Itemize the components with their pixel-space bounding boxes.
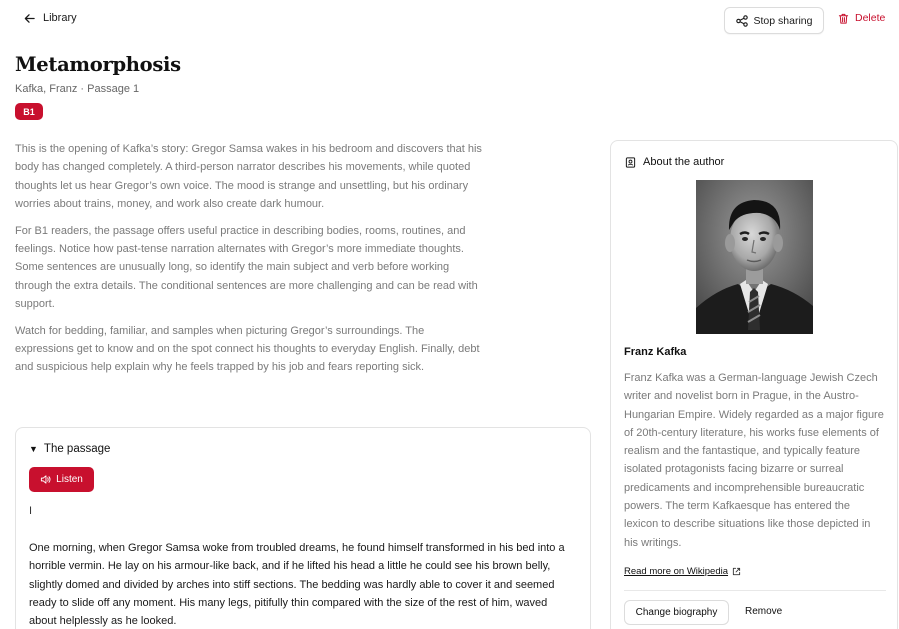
author-card — [610, 140, 898, 629]
top-bar — [0, 0, 899, 40]
delete-button[interactable] — [838, 12, 885, 24]
triangle-down-icon: ▼ — [29, 444, 38, 454]
section-number: I — [29, 505, 33, 517]
stop-sharing-button[interactable] — [724, 7, 824, 34]
passage-introduction — [15, 140, 485, 385]
listen-label: Listen — [56, 474, 83, 485]
delete-label: Delete — [855, 12, 886, 24]
stop-sharing-label: Stop sharing — [753, 14, 813, 27]
author-name: Franz Kafka — [624, 346, 687, 358]
divider — [624, 590, 886, 591]
listen-button[interactable] — [29, 467, 94, 492]
intro-paragraph: Watch for bedding, familiar, and samples when picturing Gregor’s surroundings. The expressions get to know and on the spot connect his thoughts to everyday English. Finally, debt and suspicious help explain why he feels trapped by his job and fears reporting sick. — [15, 324, 480, 374]
wikipedia-link[interactable] — [624, 566, 741, 577]
change-biography-button[interactable]: Change biography — [624, 600, 729, 625]
arrow-left-icon — [24, 13, 35, 24]
page-title: Metamorphosis — [15, 53, 181, 76]
share-icon — [736, 15, 748, 27]
passage-text: One morning, when Gregor Samsa woke from troubled dreams, he found himself transformed in his bed into a horrible vermin. He lay on his armour-like back, and if he lifted his head a little he could see his brown belly, slightly domed and divided by arches into stiff sections. The bedding was hardly able to cover it and seemed ready to slide off any moment. His many legs, pitifully thin compared with the size of the rest of him, waved about helplessly as he looked. — [29, 542, 565, 628]
passage-card — [15, 427, 591, 629]
intro-paragraph: For B1 readers, the passage offers useful practice in describing bodies, rooms, routines, and feelings. Notice how past-tense narration alternates with Gregor’s more immediate thoughts. Some sentences are unusually long, so identify the main subject and verb before working through the extra details. The conditional sentences are more challenging and can be read with support. — [15, 224, 478, 310]
author-section-label: About the author — [643, 156, 725, 168]
level-badge: B1 — [15, 103, 43, 120]
passage-toggle-label: The passage — [43, 443, 111, 455]
trash-icon — [838, 13, 849, 24]
speaker-icon — [40, 474, 51, 485]
contact-card-icon — [625, 157, 636, 168]
book-subtitle: Kafka, Franz · Passage 1 — [15, 83, 140, 95]
passage-toggle[interactable] — [29, 443, 110, 455]
author-portrait — [696, 180, 813, 334]
intro-paragraph: This is the opening of Kafka’s story: Gregor Samsa wakes in his bedroom and discovers that his body has changed completely. A third-person narrator describes his movements, while quoted thoughts let us hear Gregor’s own voice. The mood is strange and unsettling, but his ordinary worries about trains, money, and work also create dark humour. — [15, 143, 482, 210]
author-biography: Franz Kafka was a German-language Jewish Czech writer and novelist born in Prague, in the Austro-Hungarian Empire. Widely regarded as a major figure of 20th-century literature, his works fuse elements of realism and the fantastique, and typically feature isolated protagonists facing bizarre or surreal predicaments and incomprehensible bureaucratic powers. The term Kafkaesque has entered the lexicon to describe situations like those depicted in his writings. — [624, 372, 884, 549]
external-link-icon — [732, 567, 741, 576]
remove-author-button[interactable]: Remove — [745, 606, 783, 617]
author-section-header — [625, 156, 724, 168]
back-label: Library — [43, 12, 77, 24]
wikipedia-link-label: Read more on Wikipedia — [624, 566, 729, 577]
back-to-library-link[interactable] — [24, 12, 77, 24]
